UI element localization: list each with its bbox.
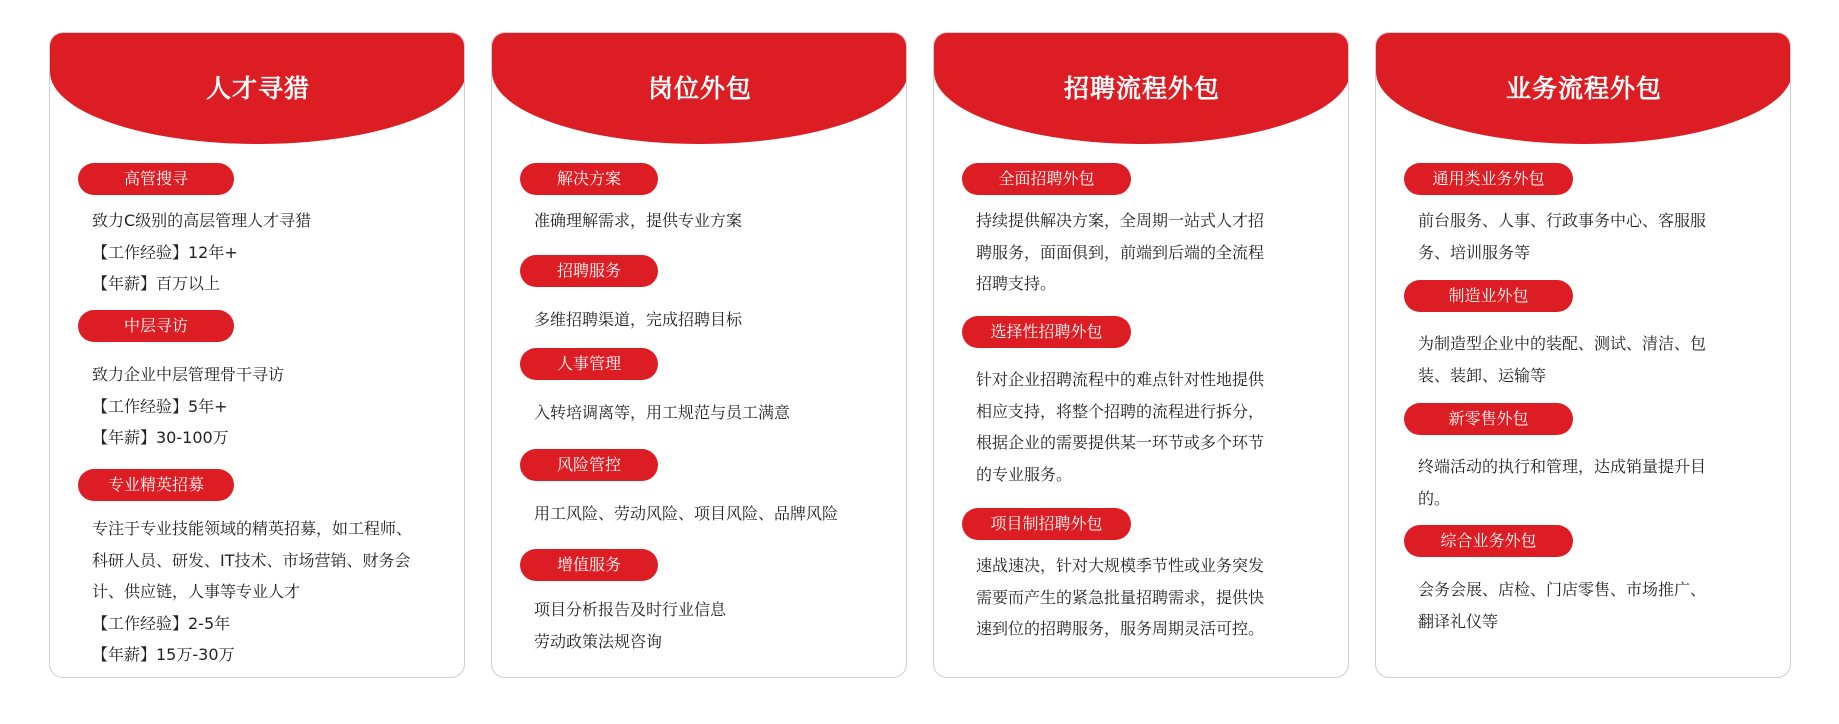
card-title: 招聘流程外包 (1063, 74, 1220, 103)
tag-project-rpo: 项目制招聘外包 (962, 508, 1131, 540)
tag-executive-search: 高管搜寻 (78, 163, 234, 195)
general-bpo-text: 前台服务、人事、行政事务中心、客服服 务、培训服务等 (1418, 211, 1707, 262)
service-card-position-outsourcing (491, 32, 907, 678)
tag-risk-control: 风险管控 (520, 449, 658, 481)
manufacturing-outsourcing-text: 为制造型企业中的装配、测试、清洁、包 装、装卸、运输等 (1418, 334, 1707, 385)
integrated-outsourcing-text: 会务会展、店检、门店零售、市场推广、 翻译礼仪等 (1418, 580, 1707, 631)
tag-solution: 解决方案 (520, 163, 658, 195)
tag-integrated-outsourcing: 综合业务外包 (1404, 525, 1573, 557)
personnel-management-text: 入转培调离等，用工规范与员工满意 (534, 403, 791, 422)
value-added-service-text: 项目分析报告及时行业信息 劳动政策法规咨询 (534, 600, 727, 651)
tag-selective-rpo: 选择性招聘外包 (962, 316, 1131, 348)
card-title: 人才寻猎 (205, 74, 310, 103)
card-title: 业务流程外包 (1505, 74, 1662, 103)
full-rpo-text: 持续提供解决方案，全周期一站式人才招 聘服务，面面俱到，前端到后端的全流程 招聘支持。 (976, 211, 1265, 293)
card-title: 岗位外包 (647, 74, 752, 103)
service-card-talent-hunting (49, 32, 465, 678)
executive-search-text: 致力C级别的高层管理人才寻猎 【工作经验】12年+ 【年薪】百万以上 (92, 211, 312, 293)
tag-new-retail-outsourcing: 新零售外包 (1404, 403, 1573, 435)
tag-mid-level-search: 中层寻访 (78, 310, 234, 342)
tag-personnel-management: 人事管理 (520, 348, 658, 380)
tag-value-added-service: 增值服务 (520, 549, 658, 581)
tag-recruiting-service: 招聘服务 (520, 255, 658, 287)
service-card-bpo (1375, 32, 1791, 678)
selective-rpo-text: 针对企业招聘流程中的难点针对性地提供 相应支持，将整个招聘的流程进行拆分， 根据企业的需要提供某一环节或多个环节 的专业服务。 (976, 370, 1265, 484)
professional-recruitment-text: 专注于专业技能领域的精英招募，如工程师、 科研人员、研发、IT技术、市场营销、财务会 计、供应链，人事等专业人才 【工作经验】2-5年 【年薪】15万-30万 (92, 519, 413, 664)
solution-text: 准确理解需求，提供专业方案 (534, 211, 743, 230)
tag-full-rpo: 全面招聘外包 (962, 163, 1131, 195)
project-rpo-text: 速战速决，针对大规模季节性或业务突发 需要而产生的紧急批量招聘需求，提供快 速到位的招聘服务，服务周期灵活可控。 (976, 556, 1265, 638)
risk-control-text: 用工风险、劳动风险、项目风险、品牌风险 (534, 504, 839, 523)
mid-level-search-text: 致力企业中层管理骨干寻访 【工作经验】5年+ 【年薪】30-100万 (92, 365, 285, 447)
tag-general-bpo: 通用类业务外包 (1404, 163, 1573, 195)
service-card-rpo (933, 32, 1349, 678)
tag-manufacturing-outsourcing: 制造业外包 (1404, 280, 1573, 312)
new-retail-outsourcing-text: 终端活动的执行和管理，达成销量提升目 的。 (1418, 457, 1707, 508)
recruiting-service-text: 多维招聘渠道，完成招聘目标 (534, 310, 743, 329)
tag-professional-recruitment: 专业精英招募 (78, 469, 234, 501)
